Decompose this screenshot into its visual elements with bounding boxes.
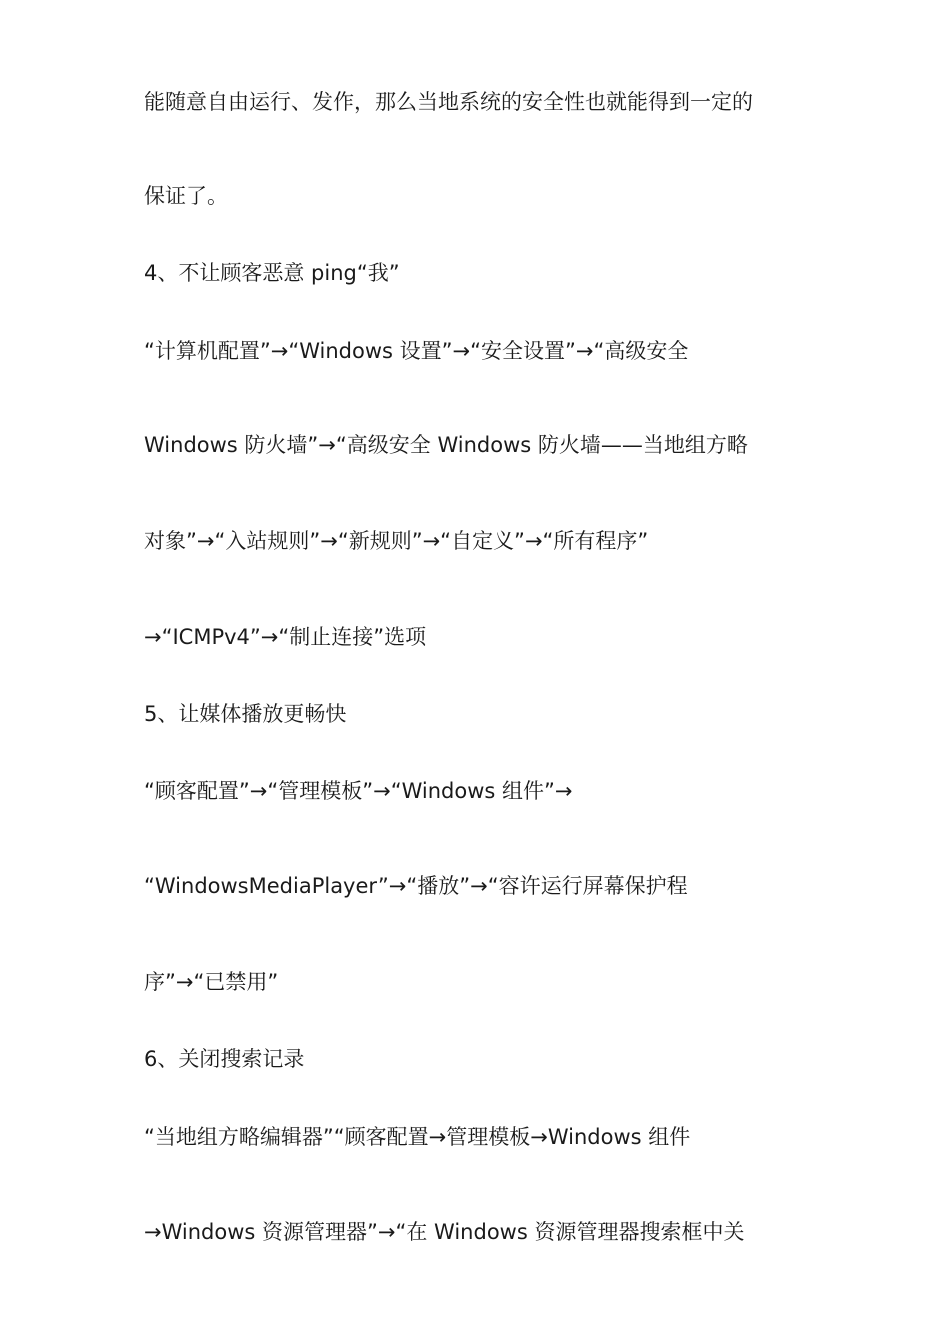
paragraph-line: “当地组方略编辑器”“顾客配置→管理模板→Windows 组件 [144,1125,691,1149]
paragraph-line: →“ICMPv4”→“制止连接”选项 [144,625,427,649]
paragraph-line: 能随意自由运行、发作，那么当地系统的安全性也就能得到一定的 [144,90,753,114]
section-heading-4: 4、不让顾客恶意 ping“我” [144,261,400,285]
section-heading-6: 6、关闭搜索记录 [144,1047,305,1071]
paragraph-line: 对象”→“入站规则”→“新规则”→“自定义”→“所有程序” [144,529,649,553]
section-heading-5: 5、让媒体播放更畅快 [144,702,347,726]
paragraph-line: “顾客配置”→“管理模板”→“Windows 组件”→ [144,779,573,803]
paragraph-line: Windows 防火墙”→“高级安全 Windows 防火墙——当地组方略 [144,433,748,457]
paragraph-line: 序”→“已禁用” [144,970,279,994]
paragraph-line: “计算机配置”→“Windows 设置”→“安全设置”→“高级安全 [144,339,689,363]
paragraph-line: 保证了。 [144,184,228,208]
paragraph-line: →Windows 资源管理器”→“在 Windows 资源管理器搜索框中关 [144,1220,745,1244]
paragraph-line: “WindowsMediaPlayer”→“播放”→“容许运行屏幕保护程 [144,874,688,898]
